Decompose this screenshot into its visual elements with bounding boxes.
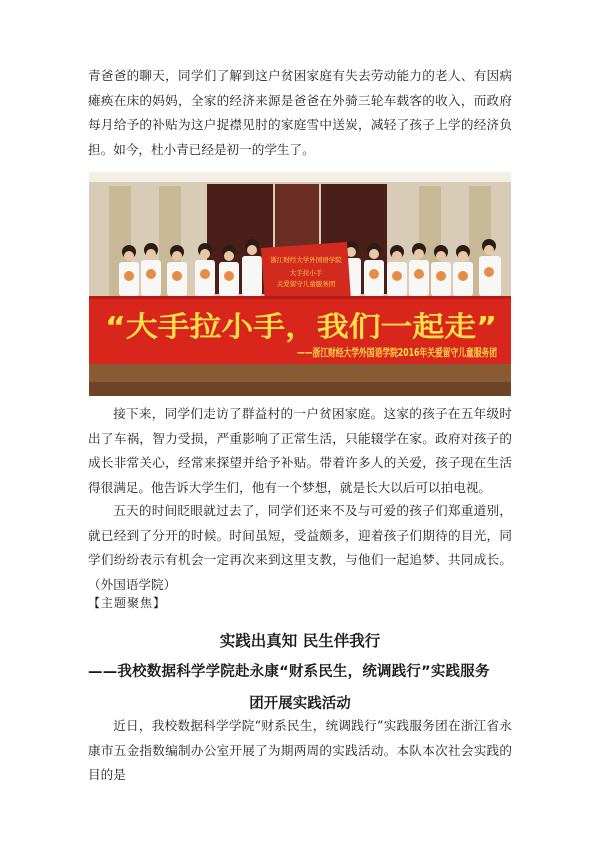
paragraph-farewell: 五天的时间眨眼就过去了，同学们还来不及与可爱的孩子们郑重道别，就已经到了分开的时候。时间虽短，受益颇多，迎着孩子们期待的目光，同学们纷纷表示有机会一定再次来到这里支教，与他们一起追梦、共同成长。（外国语学院）	[88, 503, 512, 592]
paragraph-intro: 青爸爸的聊天，同学们了解到这户贫困家庭有失去劳动能力的老人、有因病瘫痪在床的妈妈，全家的经济来源是爸爸在外骑三轮车载客的收入，而政府每月给予的补贴为这户捉襟见肘的家庭雪中送炭，减轻了孩子上学的经济负担。如今，杜小青已经是初一的学生了。	[88, 68, 512, 157]
article-title: 实践出真知 民生伴我行	[219, 632, 381, 650]
article-subtitle-line-1: ——我校数据科学学院赴永康“财系民生，统调践行”实践服务	[88, 664, 490, 680]
paragraph-article-intro: 近日，我校数据科学学院“财系民生，统调践行”实践服务团在浙江省永康市五金指数编制办公室开展了为期两周的实践活动。本队本次社会实践的目的是	[88, 718, 512, 782]
flag-line-3: 关爱留守儿童服务团	[276, 280, 336, 288]
flag-line-2: 大手拉小手	[289, 269, 323, 277]
paragraph-visit: 接下来，同学们走访了群益村的一户贫困家庭。这家的孩子在五年级时出了车祸，智力受损，严重影响了正常生活，只能辍学在家。政府对孩子的成长非常关心，经常来探望并给予补贴。带着许多人的关爱，孩子现在生活得很满足。他告诉大学生们，他有一个梦想，就是长大以后可以拍电视。	[88, 406, 512, 495]
group-photo	[89, 172, 568, 396]
section-tag: 【主题聚焦】	[88, 596, 167, 610]
banner-slogan: “大手拉小手，我们一起走”	[105, 310, 497, 343]
flag-line-1: 浙江财经大学外国语学院	[270, 256, 342, 264]
article-subtitle-line-2: 团开展实践活动	[249, 696, 351, 712]
banner-subtitle: ——浙江财经大学外国语学院2016年关爱留守儿童服务团	[297, 347, 568, 359]
